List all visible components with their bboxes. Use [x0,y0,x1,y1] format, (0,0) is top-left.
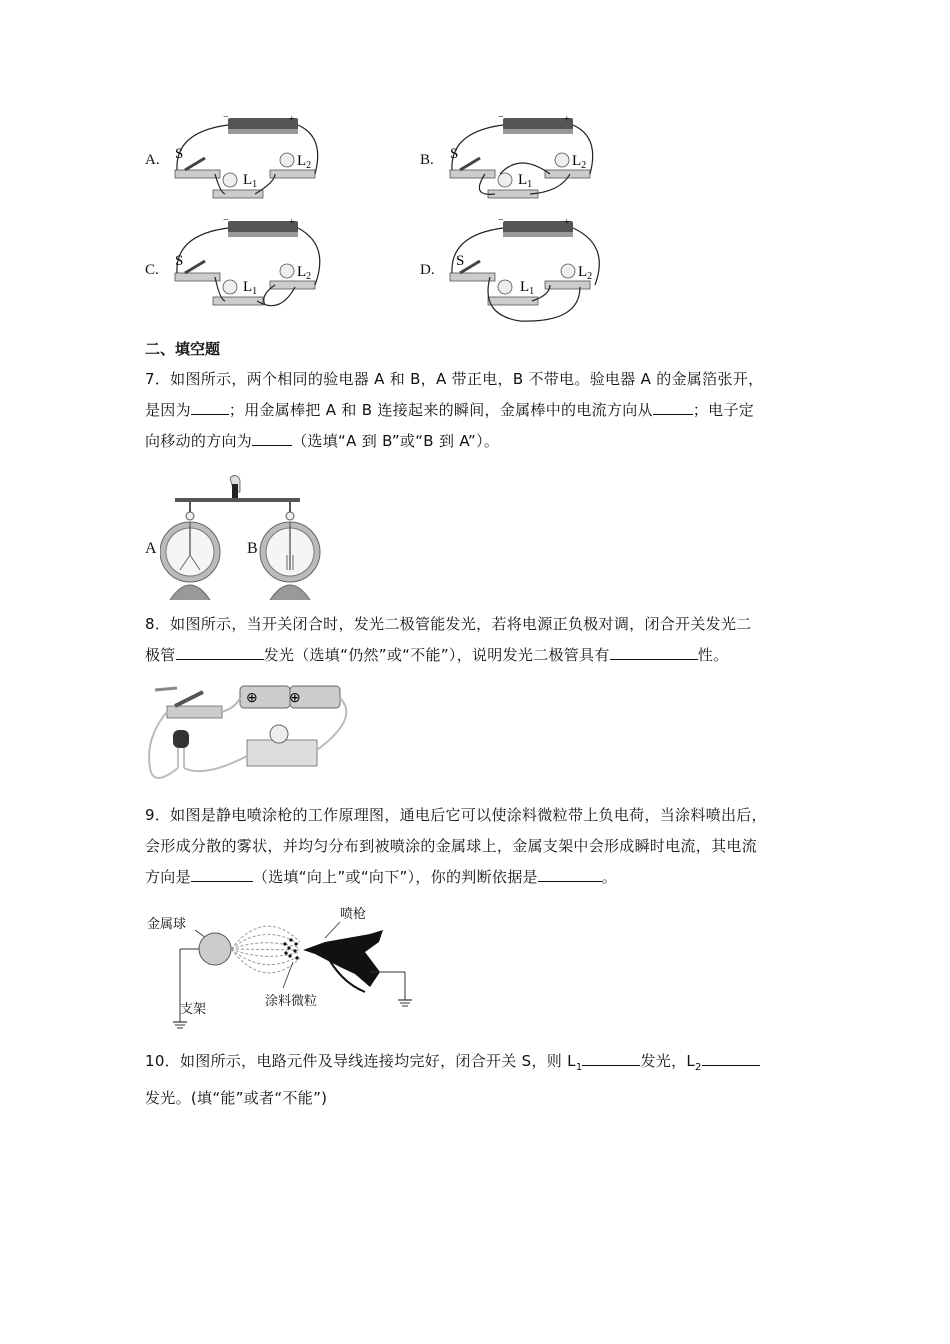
svg-text:L1: $L_1$ [520,279,535,297]
svg-text:L2: $L_2$ [297,264,312,282]
label-spray-gun: 喷枪 [340,907,367,922]
question-8 [145,609,810,671]
battery-neg-sign: − [223,112,229,123]
svg-text:−: − [498,112,504,123]
led-circuit-figure [145,678,365,788]
svg-text:L1: $L_1$ [518,172,533,190]
led-icon [173,730,189,748]
switch-label: S [175,146,184,162]
battery-plus-2: ⊕ [289,691,301,706]
svg-text:L2: $L_2$ [572,153,587,171]
q9-line-2: 会形成分散的雾状，并均匀分布到被喷涂的金属球上，金属支架中会形成瞬时电流，其电流 [145,837,758,855]
option-c-circuit [165,215,335,320]
question-7 [145,364,810,457]
switch-base [175,170,220,178]
svg-text:S: S [175,253,184,269]
q8-line-1: 8．如图所示，当开关闭合时，发光二极管能发光，若将电源正负极对调，闭合开关发光二 [145,615,752,633]
q7-blank-2[interactable] [653,398,693,415]
switch [167,706,222,718]
electroscope-b-label: B [247,540,258,557]
q10-blank-1[interactable] [582,1049,640,1066]
battery-plus-1: ⊕ [246,691,258,706]
q9-blank-1[interactable] [191,865,253,882]
q7-blank-3[interactable] [252,429,292,446]
bulb-l2 [280,153,294,167]
question-9 [145,800,810,893]
section-title: 二、填空题 [145,340,221,358]
svg-text:−: − [223,215,229,226]
svg-text:+: + [564,114,570,125]
switch-lever [185,158,205,170]
svg-text:−: − [498,215,504,226]
bulb-l1 [223,173,237,187]
svg-text:S: S [456,253,465,269]
q7-line-1: 7．如图所示，两个相同的验电器 A 和 B，A 带正电，B 不带电。验电器 A 的金属箔张开， [145,370,764,388]
option-a-circuit [165,112,335,207]
battery-pos-sign: + [289,114,295,125]
svg-text:+: + [564,217,570,228]
option-d-circuit [440,215,610,325]
electroscope-a-label: A [145,540,157,557]
option-b-circuit [440,112,610,207]
option-a-label: A. [145,152,160,168]
q8-blank-2[interactable] [610,643,698,660]
metal-ball-icon [199,933,231,965]
option-d-label: D. [420,262,435,278]
q10-line-1: 10．如图所示，电路元件及导线连接均完好，闭合开关 S，则 $L_1$ 发光，$L_2$ [145,1046,810,1083]
q8-blank-1[interactable] [176,643,264,660]
q9-line-1: 9．如图是静电喷涂枪的工作原理图，通电后它可以使涂料微粒带上负电荷，当涂料喷出后， [145,806,767,824]
l2-label: $L_2$ [297,153,312,171]
svg-text:+: + [289,217,295,228]
q8-line-2: 极管 发光（选填“仍然”或“不能”），说明发光二极管具有 性。 [145,640,810,671]
bulb-icon [270,725,288,743]
q10-line-2: 发光。(填“能”或者“不能”) [145,1089,328,1107]
electroscopes-figure [160,470,335,605]
svg-text:S: S [450,146,459,162]
spray-gun-figure [165,912,425,1032]
label-metal-ball: 金属球 [147,917,187,932]
q9-blank-2[interactable] [538,865,602,882]
label-particles: 涂料微粒 [265,994,318,1009]
q9-line-3: 方向是 （选填“向上”或“向下”），你的判断依据是 。 [145,862,810,893]
q10-blank-2[interactable] [702,1049,760,1066]
option-b-label: B. [420,152,434,168]
q7-line-3: 向移动的方向为 （选填“A 到 B”或“B 到 A”）。 [145,426,810,457]
svg-text:L2: $L_2$ [578,264,593,282]
q7-line-2: 是因为 ；用金属棒把 A 和 B 连接起来的瞬间，金属棒中的电流方向从 ；电子定 [145,395,810,426]
question-10 [145,1046,810,1114]
l1-label: $L_1$ [243,172,258,190]
option-c-label: C. [145,262,159,278]
label-stand: 支架 [180,1002,207,1017]
svg-text:L1: $L_1$ [243,279,258,297]
metal-rod [175,498,300,502]
q7-blank-1[interactable] [191,398,229,415]
